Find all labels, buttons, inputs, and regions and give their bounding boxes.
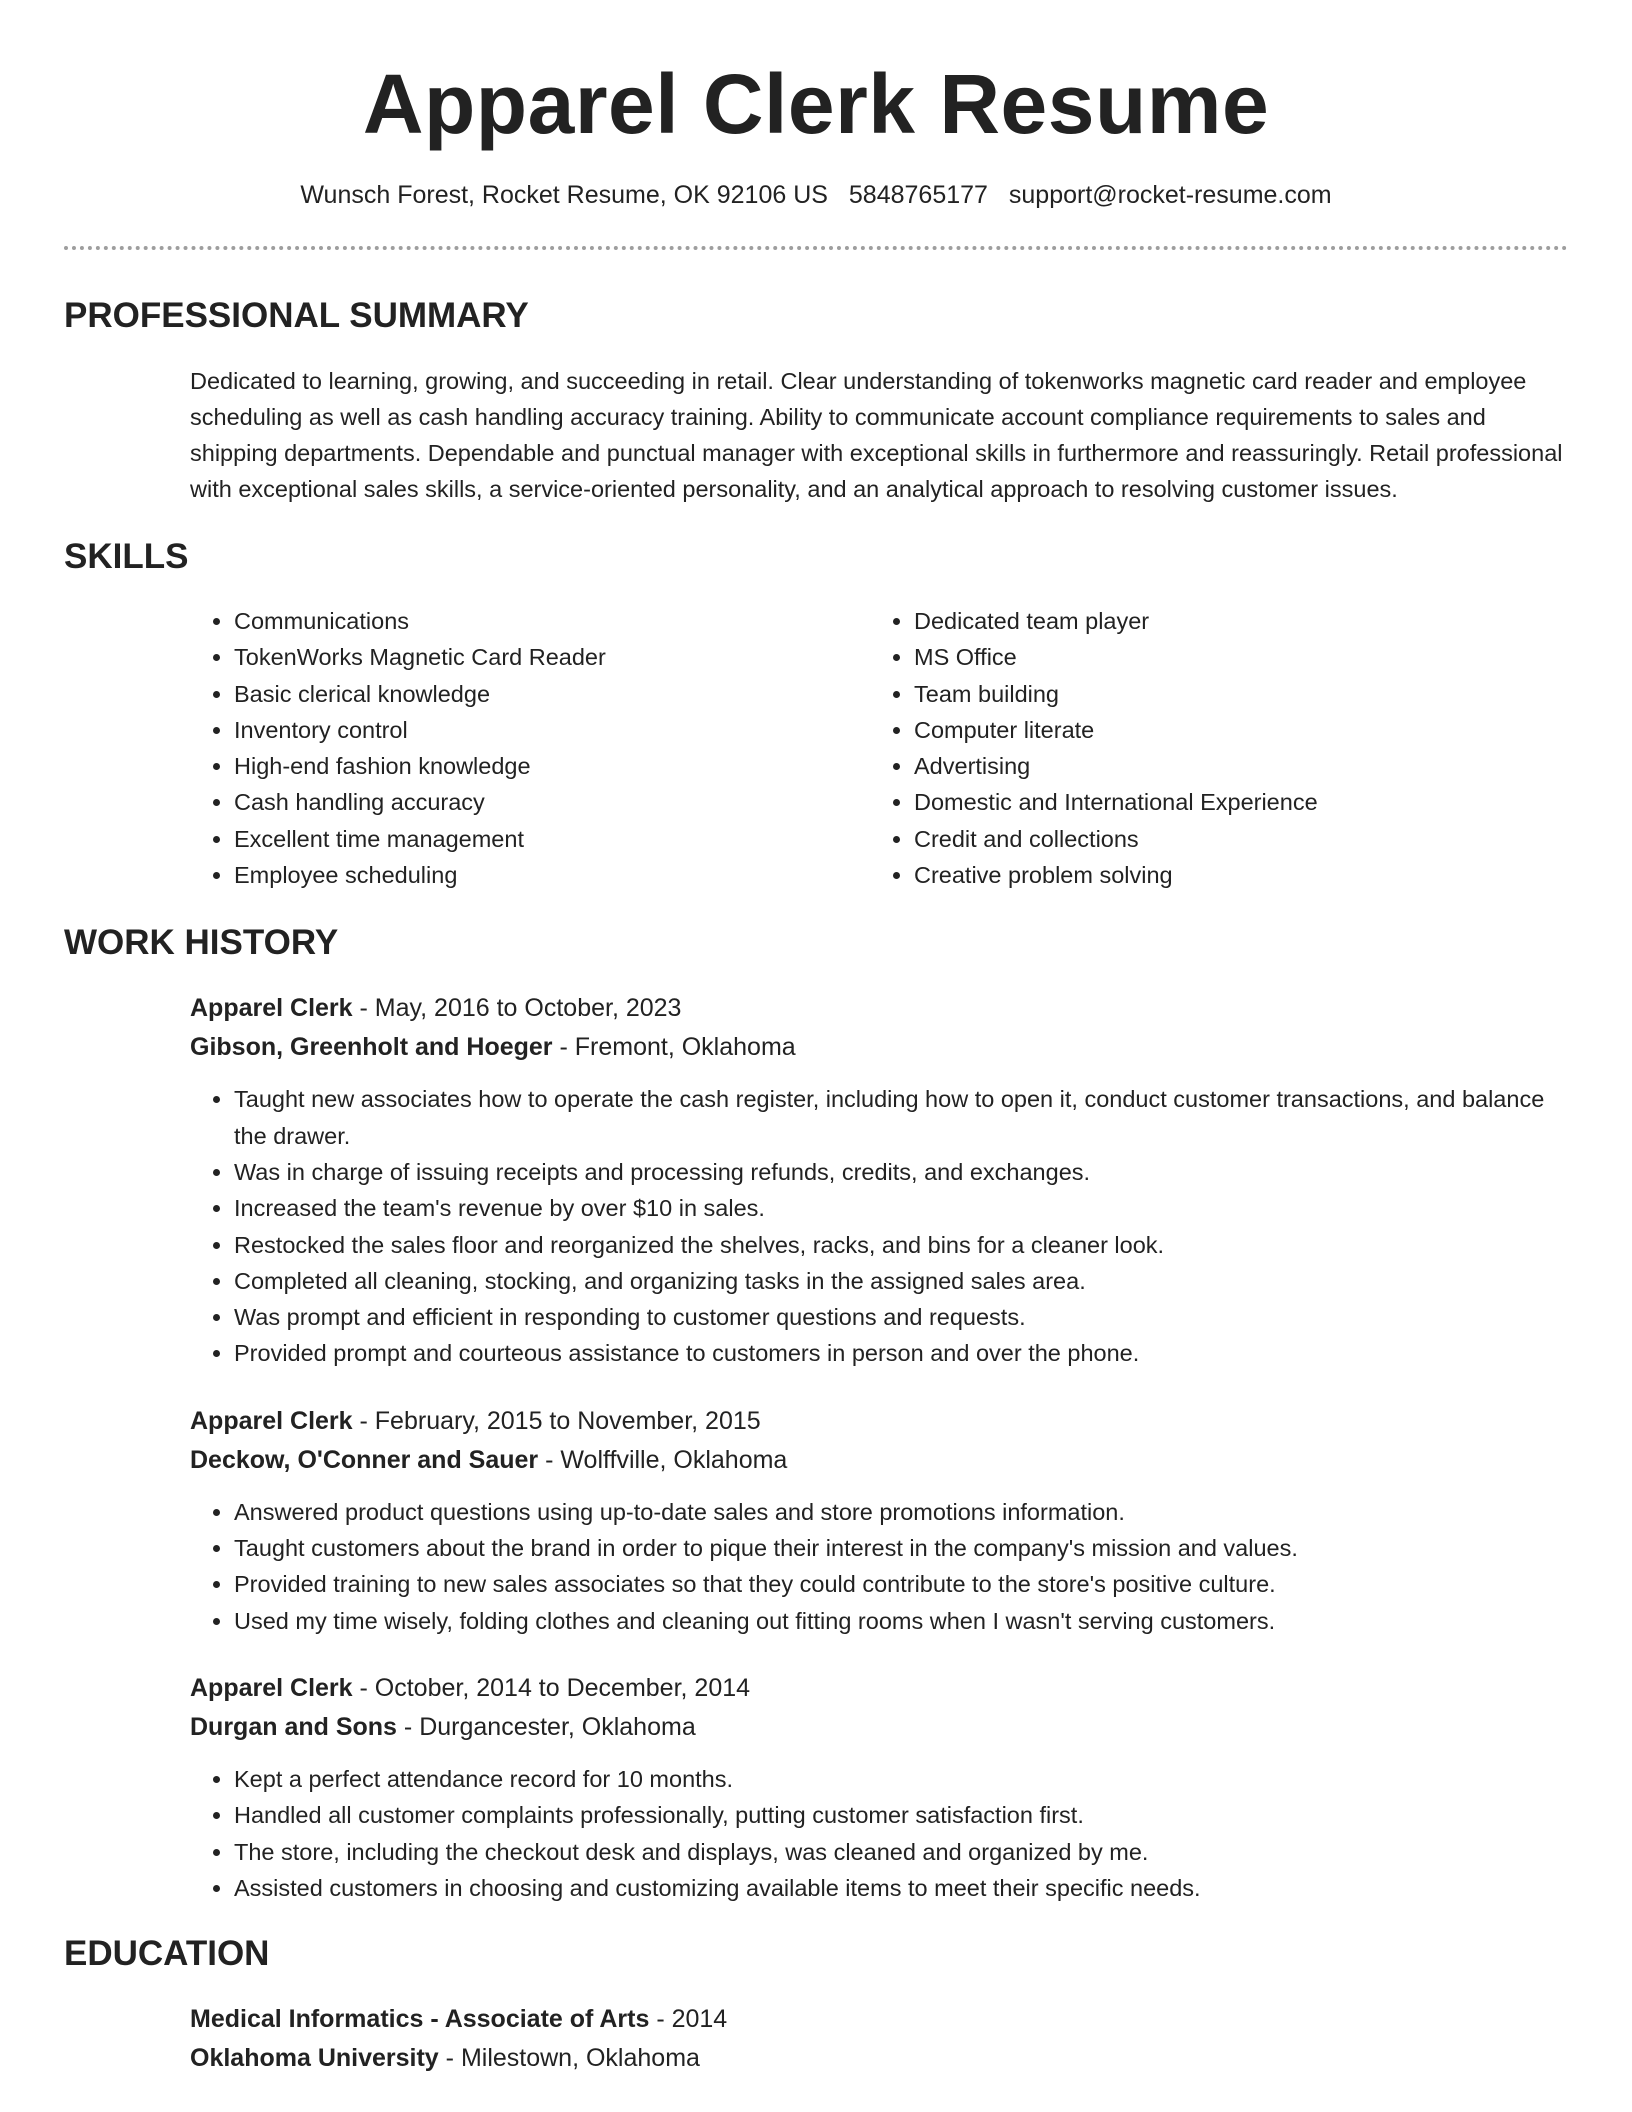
contact-phone: 5848765177 xyxy=(848,181,988,209)
skill-item: • High-end fashion knowledge xyxy=(234,748,870,784)
resume-title: Apparel Clerk Resume xyxy=(362,57,1270,151)
job-title: Apparel Clerk xyxy=(190,1673,353,1702)
skill-item: • Inventory control xyxy=(234,712,870,748)
job-title: Apparel Clerk xyxy=(190,994,353,1023)
skills-section xyxy=(64,535,1568,893)
summary-section xyxy=(64,294,1568,507)
duty-item: • Assisted customers in choosing and customizing available items to meet their specific needs. xyxy=(234,1870,1568,1906)
job-dates: - October, 2014 to December, 2014 xyxy=(359,1673,751,1702)
job-dates: - May, 2016 to October, 2023 xyxy=(359,994,682,1023)
duty-item: • Answered product questions using up-to-date sales and store promotions information. xyxy=(234,1494,1568,1530)
skill-item: • Employee scheduling xyxy=(234,857,870,893)
job-title: Apparel Clerk xyxy=(190,1406,353,1435)
job-title-line xyxy=(190,1669,1568,1708)
duty-item: • Was in charge of issuing receipts and processing refunds, credits, and exchanges. xyxy=(234,1154,1568,1190)
work-history-heading: WORK HISTORY xyxy=(64,923,339,963)
skill-item: • Excellent time management xyxy=(234,821,870,857)
duty-item: • Kept a perfect attendance record for 10 months. xyxy=(234,1761,1568,1797)
duty-item: • The store, including the checkout desk and displays, was cleaned and organized by me. xyxy=(234,1834,1568,1870)
duty-item: • Taught customers about the brand in order to pique their interest in the company's mission and values. xyxy=(234,1530,1568,1566)
duty-item: • Provided training to new sales associates so that they could contribute to the store's positive culture. xyxy=(234,1566,1568,1602)
summary-text: Dedicated to learning, growing, and succeeding in retail. Clear understanding of tokenworks magnetic card reader and employee scheduling as well as cash handling accuracy training. Ability to communicate account compliance requirements to sales and shipping departments. Dependable and punctual manager with exceptional skills in furthermore and reassuringly. Retail professional with exceptional sales skills, a service-oriented personality, and an analytical approach to resolving customer issues. xyxy=(190,368,1563,502)
job-duties xyxy=(190,1494,1568,1639)
job-duties xyxy=(190,1761,1568,1906)
education-entry xyxy=(190,2000,1568,2078)
header-divider xyxy=(64,246,1568,250)
skill-item: • Team building xyxy=(914,676,1550,712)
job-company: Durgan and Sons xyxy=(190,1712,397,1741)
skill-item: • Advertising xyxy=(914,748,1550,784)
skill-item: • Credit and collections xyxy=(914,821,1550,857)
skill-item: • Domestic and International Experience xyxy=(914,784,1550,820)
education-section xyxy=(64,1932,1568,2078)
skill-item: • Cash handling accuracy xyxy=(234,784,870,820)
skill-item: • Computer literate xyxy=(914,712,1550,748)
education-school: Oklahoma University xyxy=(190,2044,439,2073)
skill-item: • TokenWorks Magnetic Card Reader xyxy=(234,639,870,675)
job-entry xyxy=(190,1402,1568,1639)
duty-item: • Completed all cleaning, stocking, and organizing tasks in the assigned sales area. xyxy=(234,1263,1568,1299)
summary-heading: PROFESSIONAL SUMMARY xyxy=(64,296,529,335)
job-company-line xyxy=(190,1028,1568,1067)
job-location: - Wolffville, Oklahoma xyxy=(545,1445,788,1474)
skills-list-left xyxy=(190,603,870,893)
duty-item: • Handled all customer complaints professionally, putting customer satisfaction first. xyxy=(234,1797,1568,1833)
education-location: - Milestown, Oklahoma xyxy=(445,2044,700,2073)
job-dates: - February, 2015 to November, 2015 xyxy=(359,1406,761,1435)
education-school-line xyxy=(190,2039,1568,2078)
job-company: Gibson, Greenholt and Hoeger xyxy=(190,1033,553,1062)
job-entry xyxy=(190,989,1568,1371)
duty-item: • Provided prompt and courteous assistance to customers in person and over the phone. xyxy=(234,1335,1568,1371)
job-company-line xyxy=(190,1441,1568,1480)
job-title-line xyxy=(190,989,1568,1028)
job-company: Deckow, O'Conner and Sauer xyxy=(190,1445,539,1474)
education-year: - 2014 xyxy=(656,2005,728,2034)
skill-item: • Communications xyxy=(234,603,870,639)
skill-item: • Basic clerical knowledge xyxy=(234,676,870,712)
education-degree: Medical Informatics - Associate of Arts xyxy=(190,2005,650,2034)
job-duties xyxy=(190,1081,1568,1371)
contact-email: support@rocket-resume.com xyxy=(1008,181,1332,209)
duty-item: • Restocked the sales floor and reorganized the shelves, racks, and bins for a cleaner look. xyxy=(234,1227,1568,1263)
contact-address: Wunsch Forest, Rocket Resume, OK 92106 US xyxy=(300,181,828,209)
skill-item: • Creative problem solving xyxy=(914,857,1550,893)
contact-line xyxy=(64,178,1568,212)
skills-list-right xyxy=(870,603,1550,893)
job-location: - Fremont, Oklahoma xyxy=(559,1033,796,1062)
job-title-line xyxy=(190,1402,1568,1441)
skills-columns xyxy=(190,603,1568,893)
duty-item: • Used my time wisely, folding clothes and cleaning out fitting rooms when I wasn't serving customers. xyxy=(234,1603,1568,1639)
skill-item: • Dedicated team player xyxy=(914,603,1550,639)
education-heading: EDUCATION xyxy=(64,1934,270,1974)
work-history-section xyxy=(64,921,1568,1906)
duty-item: • Increased the team's revenue by over $10 in sales. xyxy=(234,1190,1568,1226)
duty-item: • Was prompt and efficient in responding to customer questions and requests. xyxy=(234,1299,1568,1335)
skills-heading: SKILLS xyxy=(64,537,189,576)
duty-item: • Taught new associates how to operate the cash register, including how to open it, conduct customer transactions, and balance the drawer. xyxy=(234,1081,1568,1154)
job-entry xyxy=(190,1669,1568,1906)
job-location: - Durgancester, Oklahoma xyxy=(403,1712,696,1741)
job-company-line xyxy=(190,1708,1568,1747)
skill-item: • MS Office xyxy=(914,639,1550,675)
education-degree-line xyxy=(190,2000,1568,2039)
